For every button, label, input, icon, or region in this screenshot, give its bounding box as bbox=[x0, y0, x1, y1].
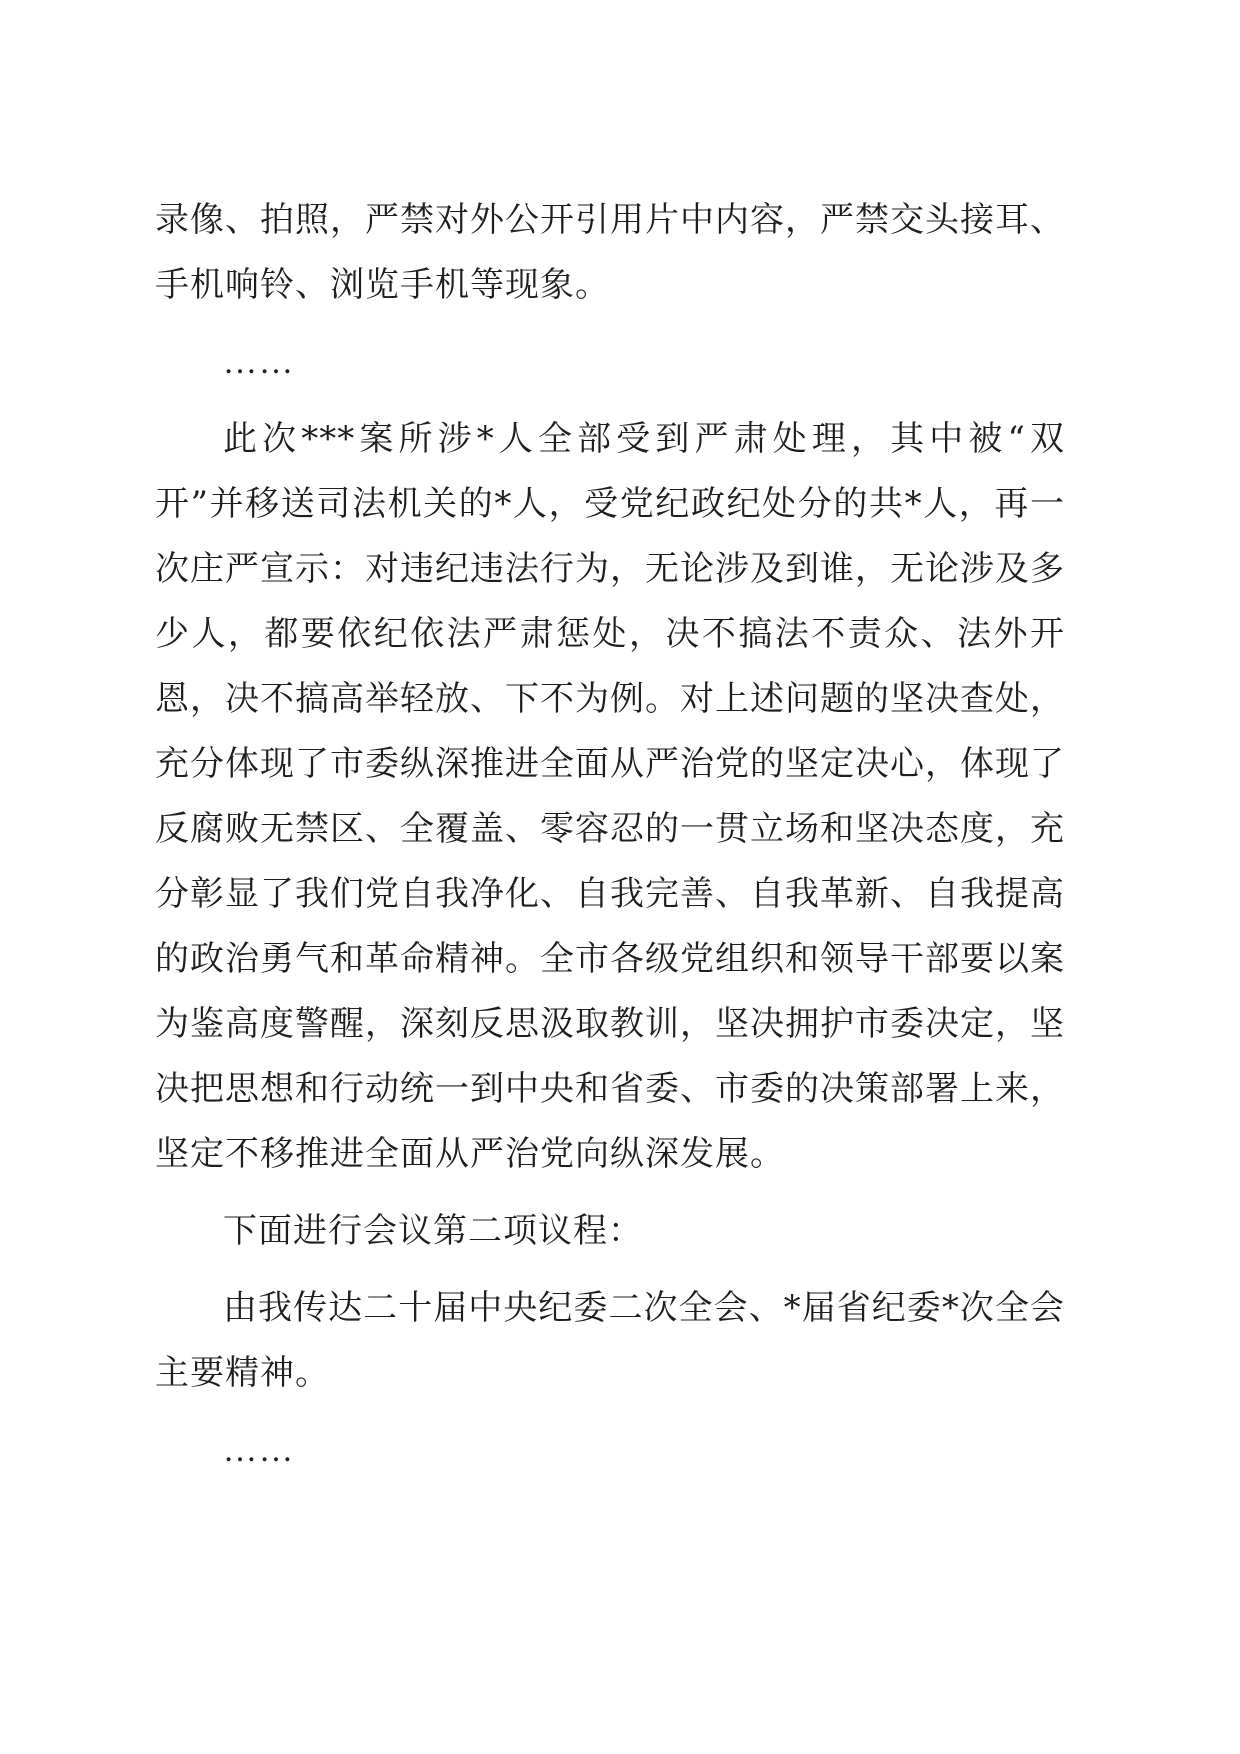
paragraph-convey-spirit: 由我传达二十届中央纪委二次全会、*届省纪委*次全会主要精神。 bbox=[155, 1288, 1065, 1393]
ellipsis-marker: …… bbox=[223, 1432, 295, 1469]
document-body bbox=[155, 188, 1065, 1495]
paragraph-case-handling: 此次***案所涉*人全部受到严肃处理，其中被“双开”并移送司法机关的*人，受党纪政纪处分的共*人，再一次庄严宣示：对违纪违法行为，无论涉及到谁，无论涉及多少人，都要依纪依法严肃惩处，决不搞法不责众、法外开恩，决不搞高举轻放、下不为例。对上述问题的坚决查处，充分体现了市委纵深推进全面从严治党的坚定决心，体现了反腐败无禁区、全覆盖、零容忍的一贯立场和坚决态度，充分彰显了我们党自我净化、自我完善、自我革新、自我提高的政治勇气和革命精神。全市各级党组织和领导干部要以案为鉴高度警醒，深刻反思汲取教训，坚决拥护市委决定，坚决把思想和行动统一到中央和省委、市委的决策部署上来，坚定不移推进全面从严治党向纵深发展。 bbox=[155, 419, 1065, 1174]
paragraph-agenda-item: 下面进行会议第二项议程： bbox=[223, 1211, 643, 1251]
ellipsis-marker: …… bbox=[223, 344, 295, 381]
paragraph-continuation: 录像、拍照，严禁对外公开引用片中内容，严禁交头接耳、手机响铃、浏览手机等现象。 bbox=[155, 200, 1065, 305]
